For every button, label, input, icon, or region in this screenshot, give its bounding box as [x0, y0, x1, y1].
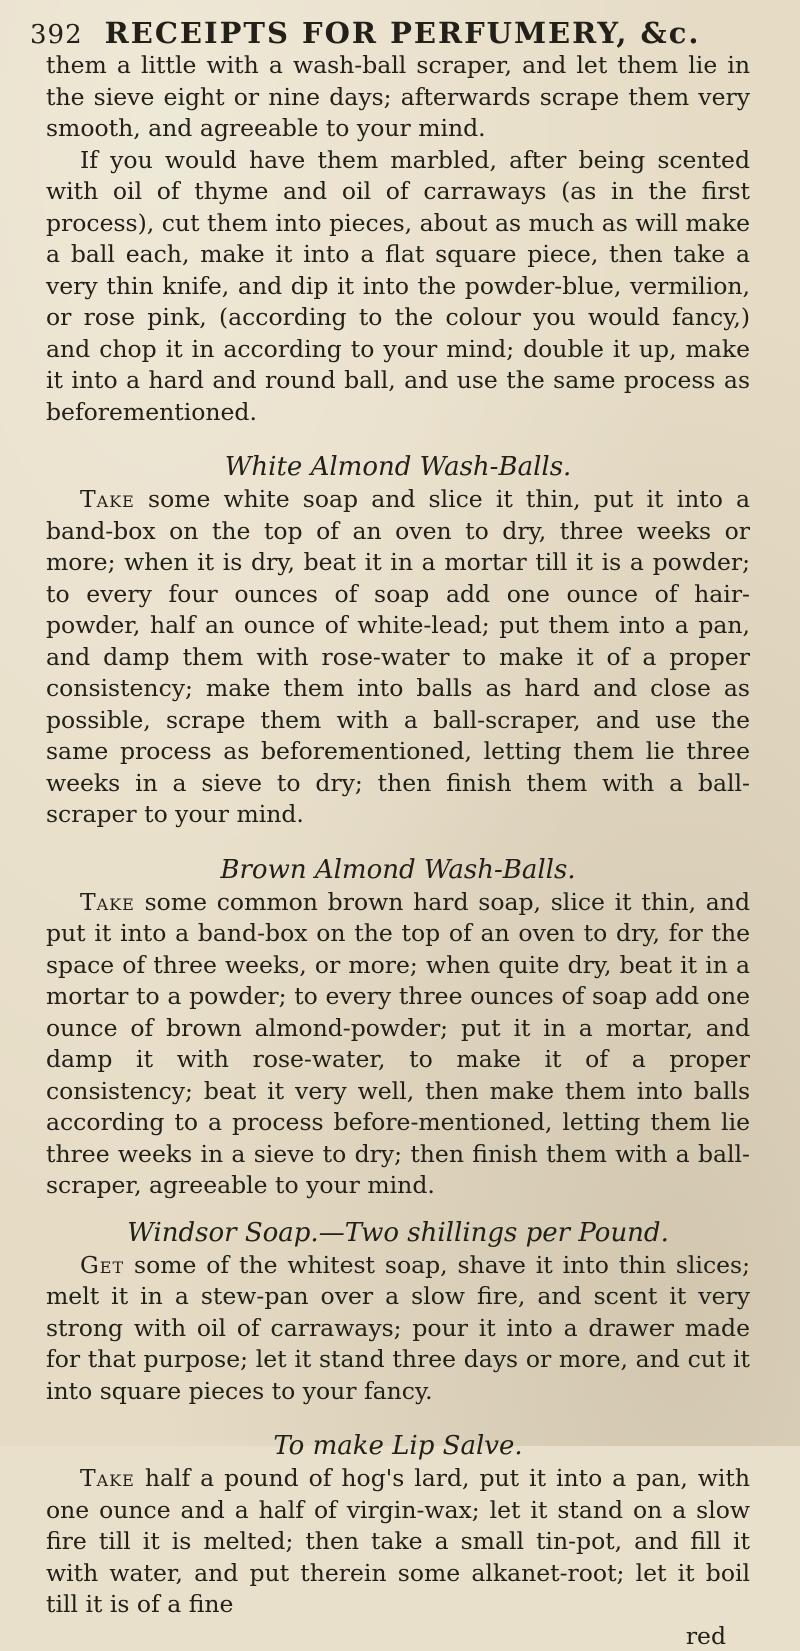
running-title: RECEIPTS FOR PERFUMERY, &c. [104, 16, 701, 50]
section-heading-lip-salve: To make Lip Salve. [273, 1431, 523, 1461]
lead-word: Get [80, 1250, 125, 1279]
lead-word: Take [80, 1464, 135, 1492]
section-heading-windsor-soap: Windsor Soap.—Two shillings per Pound. [127, 1217, 669, 1248]
page-number: 392 [30, 20, 83, 50]
windsor-soap-paragraph [46, 1250, 750, 1408]
paragraph-text: half a pound of hog's lard, put it into a pan, with one ounce and a half of virgin-wax; let it stand on a slow fire till it is melted; then take a small tin-pot, and fill it with water, and put therein some alkanet-root; let it boil till it is of a fine [46, 1464, 750, 1618]
catchword: red [685, 1621, 726, 1650]
section-heading-brown-almond: Brown Almond Wash-Balls. [220, 854, 576, 885]
white-almond-paragraph [46, 484, 750, 831]
marbled-paragraph: If you would have them marbled, after being scented with oil of thyme and oil of carraways (as in the first process), cut them into pieces, about as much as will make a ball each, make it into a flat square piece, then take a very thin knife, and dip it into the powder-blue, vermilion, or rose pink, (according to the colour you would fancy,) and chop it in according to your mind; double it up, make it into a hard and round ball, and use the same process as beforementioned. [46, 145, 750, 426]
lead-word: Take [80, 485, 135, 513]
paragraph-text: some white soap and slice it thin, put it into a band-box on the top of an oven to dry, three weeks or more; when it is dry, beat it in a mortar till it is a powder; to every four ounces of soap add one ounce of hair-powder, half an ounce of white-lead; put them into a pan, and damp them with rose-water to make it of a proper consistency; make them into balls as hard and close as possible, scrape them with a ball-scraper, and use the same process as beforementioned, letting them lie three weeks in a sieve to dry; then finish them with a ball-scraper to your mind. [46, 485, 750, 828]
brown-almond-paragraph [46, 887, 750, 1202]
running-header [30, 16, 750, 50]
lead-word: Take [80, 887, 135, 916]
paragraph-text: some of the whitest soap, shave it into thin slices; melt it in a stew-pan over a slow fire, and scent it very strong with oil of carraways; pour it into a drawer made for that purpose; let it stand three days or more, and cut it into square pieces to your fancy. [46, 1250, 750, 1405]
section-heading-white-almond: White Almond Wash-Balls. [224, 452, 572, 482]
paragraph-text: some common brown hard soap, slice it thin, and put it into a band-box on the top of an oven to dry, for the space of three weeks, or more; when quite dry, beat it in a mortar to a powder; to every three ounces of soap add one ounce of brown almond-powder; put it in a mortar, and damp it with rose-water, to make it of a proper consistency; beat it very well, then make them into balls according to a process before-mentioned, letting them lie three weeks in a sieve to dry; then finish them with a ball-scraper, agreeable to your mind. [46, 887, 750, 1199]
lip-salve-paragraph [46, 1463, 750, 1621]
continued-paragraph: them a little with a wash-ball scraper, and let them lie in the sieve eight or nine days; afterwards scrape them very smooth, and agreeable to your mind. [46, 51, 750, 142]
